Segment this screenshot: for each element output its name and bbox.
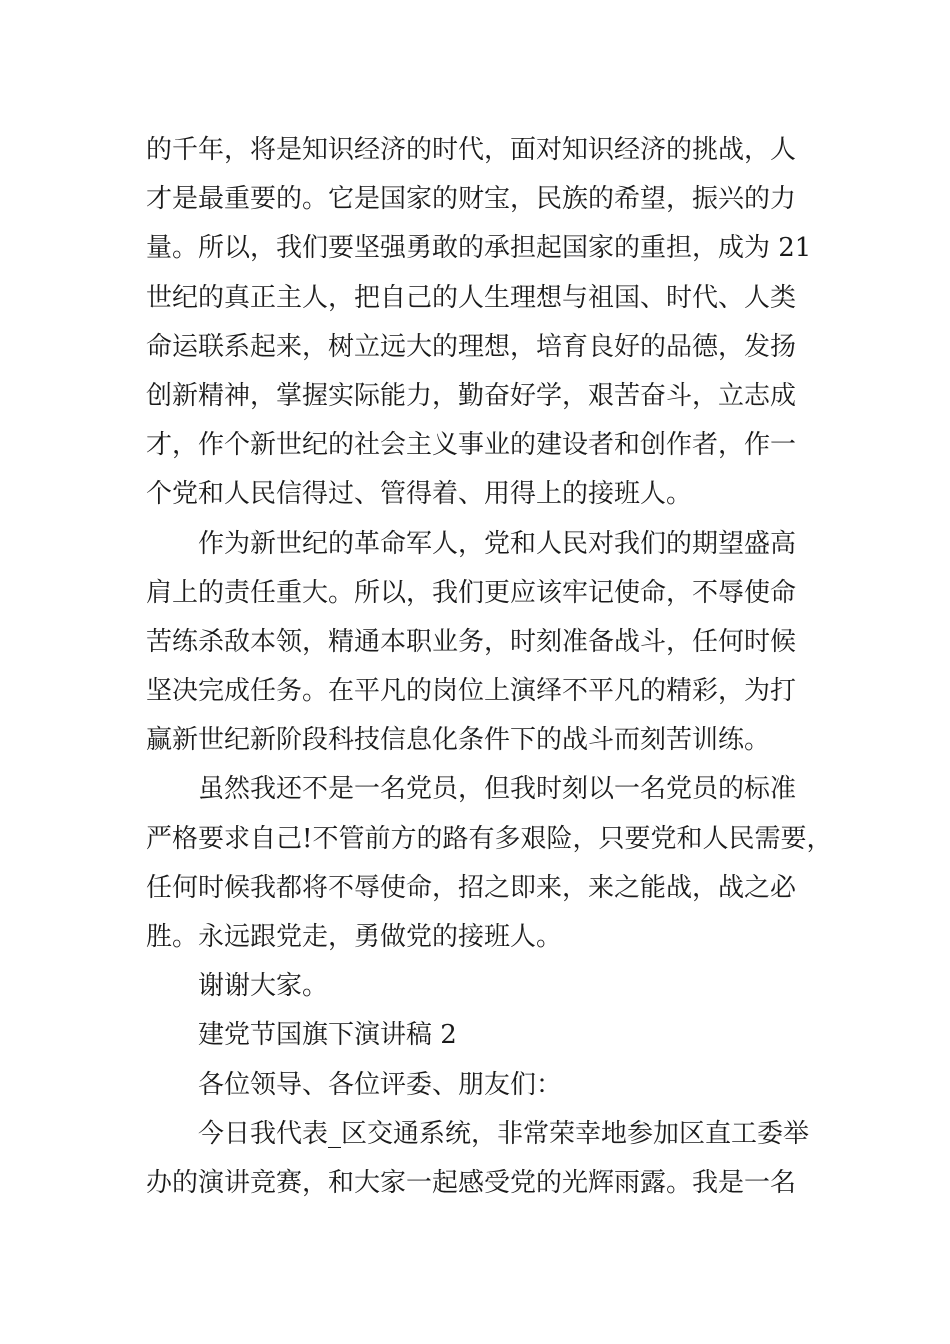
text-line-17: 胜。永远跟党走，勇做党的接班人。 — [146, 922, 563, 952]
text-line-8: 个党和人民信得过、管得着、用得上的接班人。 — [146, 479, 693, 510]
text-line-7: 才，作个新世纪的社会主义事业的建设者和创作者，作一 — [146, 430, 797, 461]
text-line-13: 赢新世纪新阶段科技信息化条件下的战斗而刻苦训练。 — [146, 725, 771, 756]
section-heading: 建党节国旗下演讲稿 2 — [198, 1020, 457, 1051]
text-line-10: 肩上的责任重大。所以，我们更应该牢记使命，不辱使命 — [146, 577, 797, 608]
text-line-3: 量。所以，我们要坚强勇敢的承担起国家的重担，成为 21 — [146, 233, 812, 264]
text-line-5: 命运联系起来，树立远大的理想，培育良好的品德，发扬 — [146, 331, 797, 362]
text-line-22: 办的演讲竞赛，和大家一起感受党的光辉雨露。我是一名 — [146, 1167, 797, 1198]
text-line-18: 谢谢大家。 — [198, 971, 329, 1002]
text-line-21: 今日我代表_区交通系统，非常荣幸地参加区直工委举 — [198, 1118, 810, 1149]
document-body — [146, 126, 836, 1208]
text-line-6: 创新精神，掌握实际能力，勤奋好学，艰苦奋斗，立志成 — [146, 380, 797, 411]
text-line-4: 世纪的真正主人，把自己的人生理想与祖国、时代、人类 — [146, 282, 797, 313]
text-line-2: 才是最重要的。它是国家的财宝，民族的希望，振兴的力 — [146, 184, 797, 215]
text-line-12: 坚决完成任务。在平凡的岗位上演绎不平凡的精彩，为打 — [146, 676, 797, 707]
text-line-15: 严格要求自己!不管前方的路有多艰险，只要党和人民需要， — [146, 823, 833, 854]
text-line-14: 虽然我还不是一名党员，但我时刻以一名党员的标准 — [198, 774, 797, 805]
text-line-9: 作为新世纪的革命军人，党和人民对我们的期望盛高 — [198, 528, 797, 559]
text-line-1: 的千年，将是知识经济的时代，面对知识经济的挑战，人 — [146, 135, 797, 165]
salutation: 各位领导、各位评委、朋友们： — [198, 1069, 563, 1100]
text-line-16: 任何时候我都将不辱使命，招之即来，来之能战，战之必 — [146, 872, 797, 903]
text-line-11: 苦练杀敌本领，精通本职业务，时刻准备战斗，任何时候 — [146, 626, 797, 657]
